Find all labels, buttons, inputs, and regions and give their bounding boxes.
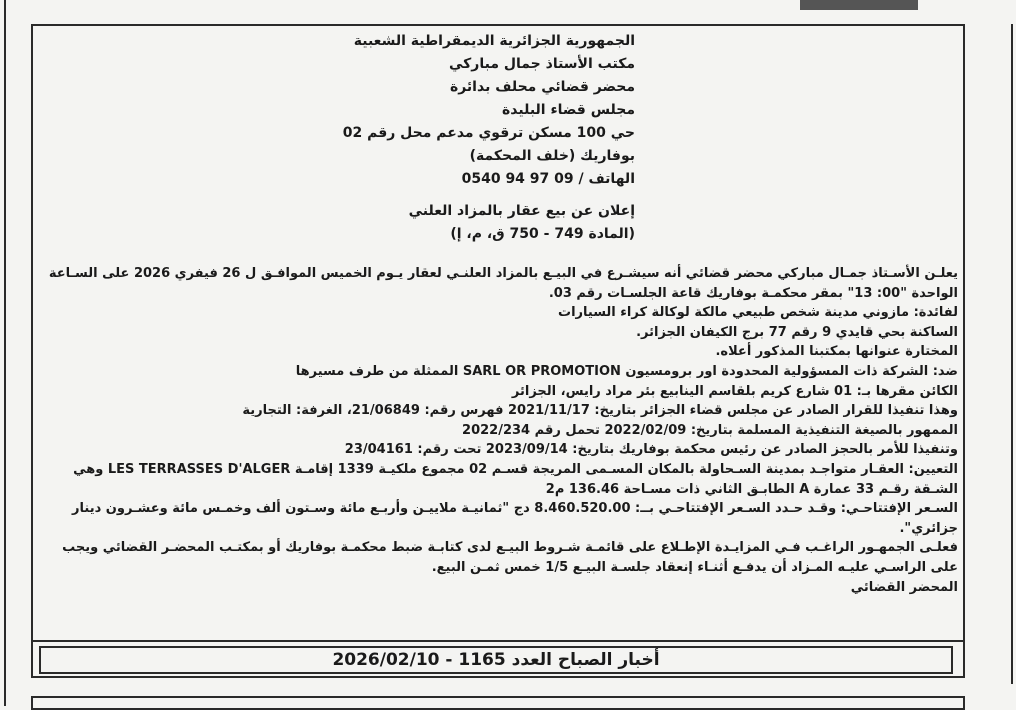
announcement-title	[380, 200, 635, 246]
letterhead-phone: الهاتف / 09 97 94 0540	[461, 171, 635, 187]
footer-box	[39, 646, 953, 674]
left-column-rule	[4, 0, 6, 706]
body-line: السـعر الإفتتاحـي: وقـد حـدد السـعر الإفتتاحـي بــ: 8.460.520.00 دج "ثمانيـة ملاييـن وأربـع مائة وسـتون ألف وخمـس مائة وعشـرون دينار	[72, 501, 958, 517]
signature-label: المحضر القضائي	[850, 579, 958, 595]
body-line: وهذا تنفيذا للقرار الصادر عن مجلس قضاء الجزائر بتاريخ: 2021/11/17 فهرس رقم: 21/06849، الغرفة: التجارية	[242, 403, 958, 419]
next-article-frame	[31, 696, 965, 710]
body-line: المختارة عنوانها بمكتبنا المذكور أعلاه.	[715, 344, 958, 360]
bailiff-letterhead	[342, 30, 635, 191]
announcement-heading: إعلان عن بيع عقار بالمزاد العلني	[408, 203, 635, 219]
letterhead-line: الجمهورية الجزائرية الديمقراطية الشعبية	[353, 33, 635, 49]
top-tab-marker	[800, 0, 918, 10]
body-line: الساكنة بحي قايدي 9 رقم 77 برج الكيفان الجزائر.	[636, 324, 958, 340]
body-line: الواحدة "00: 13" بمقر محكمـة بوفاريك قاعة الجلسـات رقم 03.	[548, 285, 958, 301]
issue-line: أخبار الصباح العدد 1165 - 2026/02/10	[332, 650, 660, 670]
body-line: لفائدة: مازوني مدينة شخص طبيعي مالكة لوكالة كراء السيارات	[558, 305, 958, 321]
body-line: التعيين: العقـار متواجـد بمدينة السـحاولة بالمكان المسـمى المريجة قسـم 02 مجموع ملكيـة 1339 إقامـة LES TERRASSES D'ALGER وهي	[73, 461, 958, 477]
body-line: يعلـن الأسـتاذ جمـال مباركي محضر قضائي أنه سيشـرع في البيـع بالمزاد العلنـي لعقار يـوم الخميس الموافـق ل 26 فيفري 2026 على السـاعة	[48, 266, 958, 281]
letterhead-line: بوفاريك (خلف المحكمة)	[469, 148, 635, 164]
body-line: وتنفيذا للأمر بالحجز الصادر عن رئيس محكمة بوفاريك بتاريخ: 2023/09/14 تحت رقم: 23/04161	[344, 442, 958, 458]
letterhead-line: محضر قضائي محلف بدائرة	[449, 79, 635, 95]
newspaper-footer	[31, 640, 965, 678]
right-column-rule	[1011, 24, 1013, 684]
announcement-article: (المادة 749 - 750 ق، م، إ)	[450, 226, 635, 242]
body-line: الكائن مقرها بـ: 01 شارع كريم بلقاسم الينابيع بئر مراد رايس، الجزائر	[511, 383, 958, 399]
body-line: فعلـى الجمهـور الراغـب فـي المزايـدة الإطـلاع على قائمـة شـروط البيـع لدى كتابـة ضبط محكمـة بوفاريك أو بمكتـب المحضـر القضائي ويجب	[62, 540, 958, 556]
body-line: الشـقة رقـم 33 عمارة A الطابـق الثاني ذات مسـاحة 136.46 م2	[545, 481, 958, 497]
letterhead-line: مجلس قضاء البليدة	[502, 102, 635, 118]
body-line: جزائري".	[899, 520, 958, 536]
body-line: على الراسـي عليـه المـزاد أن يدفـع أثنـاء إنعقاد جلسـة البيـع 1/5 خمس ثمـن البيع.	[431, 559, 958, 575]
letterhead-line: مكتب الأستاذ جمال مباركي	[449, 56, 635, 72]
announcement-body	[38, 264, 958, 597]
letterhead-line: حي 100 مسكن ترقوي مدعم محل رقم 02	[342, 125, 635, 141]
body-line: الممهور بالصيغة التنفيذية المسلمة بتاريخ: 2022/02/09 تحمل رقم 2022/234	[462, 422, 958, 438]
body-line: ضد: الشركة ذات المسؤولية المحدودة اور برومسيون SARL OR PROMOTION الممثلة من طرف مسيرها	[295, 363, 958, 379]
